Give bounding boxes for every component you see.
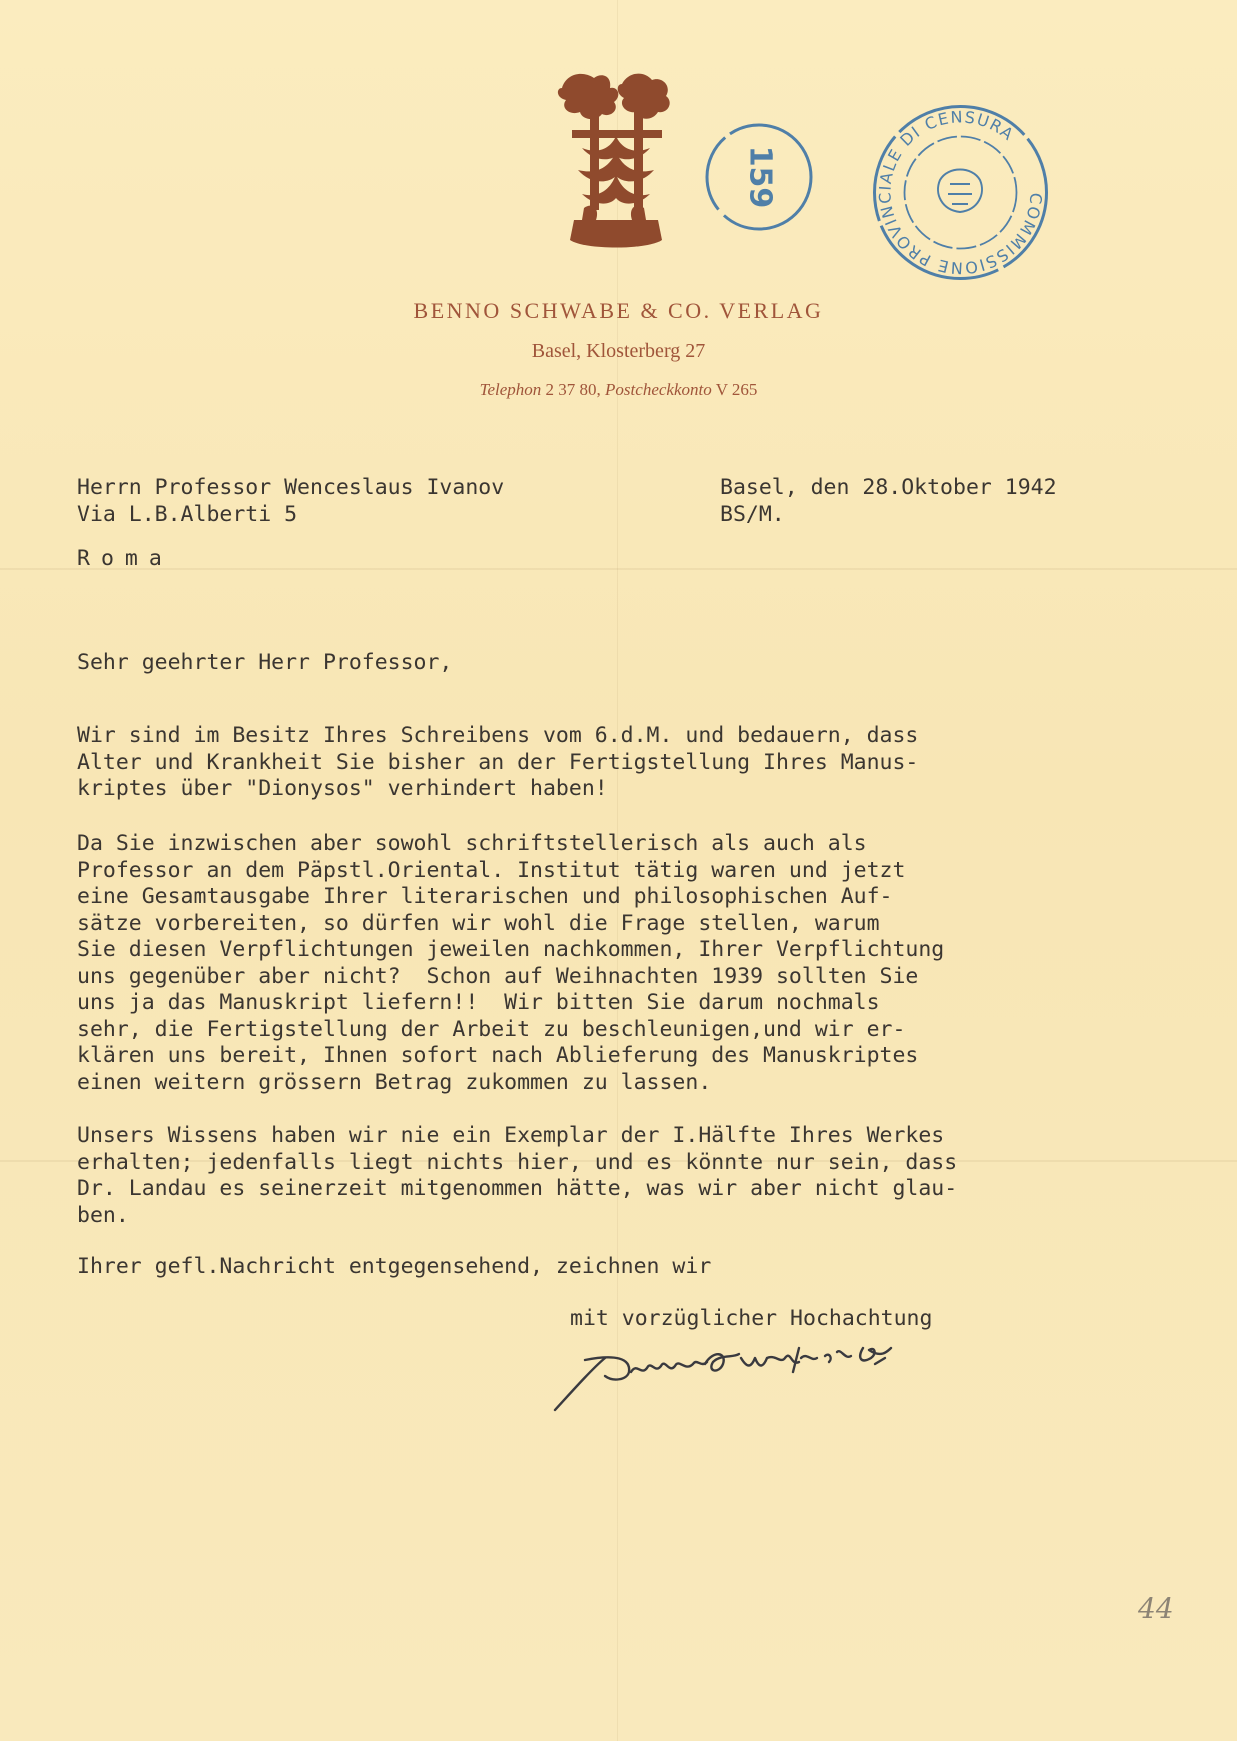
telephone-number: 2 37 80,	[545, 380, 601, 399]
account-label: Postcheckkonto	[605, 380, 712, 399]
body-paragraph: Wir sind im Besitz Ihres Schreibens vom 6.d.M. und bedauern, dass Alter und Krankheit Sie bisher an der Fertigstellung Ihres Manus- kriptes über "Dionysos" verhindert haben!	[77, 723, 919, 801]
recipient-line: Herrn Professor Wenceslaus Ivanov	[77, 475, 505, 500]
date-block	[720, 475, 1057, 528]
body-paragraph: Unsers Wissens haben wir nie ein Exemplar der I.Hälfte Ihres Werkes erhalten; jedenfalls liegt nichts hier, und es könnte nur sein, dass Dr. Landau es seinerzeit mitgenommen hätte, was wir aber nicht glau- ben.	[77, 1123, 958, 1228]
reference-line: BS/M.	[720, 501, 785, 527]
censor-stamp-text: COMMISSIONE PROVINCIALE DI CENSURA	[875, 107, 1046, 278]
company-name: BENNO SCHWABE & CO. VERLAG	[413, 298, 824, 323]
body-paragraph: Ihrer gefl.Nachricht entgegensehend, zeichnen wir	[77, 1254, 712, 1279]
stamp-number: 159	[742, 145, 778, 209]
number-stamp-icon	[700, 118, 818, 236]
archive-number: 44	[1138, 1592, 1174, 1625]
account-number: V 265	[715, 380, 758, 399]
company-contact	[0, 380, 1237, 400]
date-line: Basel, den 28.Oktober 1942	[720, 475, 1057, 500]
recipient-line: Via L.B.Alberti 5	[77, 501, 298, 527]
telephone-label: Telephon	[479, 380, 542, 399]
fold-line	[0, 568, 1237, 570]
company-address: Basel, Klosterberg 27	[531, 340, 706, 362]
body-paragraph: Da Sie inzwischen aber sowohl schriftstellerisch als auch als Professor an dem Päpstl.Oriental. Institut tätig waren und jetzt eine Gesamtausgabe Ihrer literarischen und philosophischen Auf- sätze vorbereiten, so dürfen wir wohl die Frage stellen, warum Sie diesen Verpflichtungen jeweilen nachkommen, Ihrer Verpflichtung uns gegenüber aber nicht? Schon auf Weihnachten 1939 sollten Sie uns ja das Manuskript liefern!! Wir bitten Sie darum nochmals sehr, die Fertigstellung der Arbeit zu beschleunigen,und wir er- klären uns bereit, Ihnen sofort nach Ablieferung des Manuskriptes einen weitern grössern Betrag zukommen zu lassen.	[77, 831, 945, 1095]
recipient-address	[77, 475, 504, 528]
publisher-logo-icon	[552, 70, 677, 255]
recipient-city: Roma	[77, 546, 173, 571]
salutation: Sehr geehrter Herr Professor,	[77, 650, 453, 675]
closing-formula: mit vorzüglicher Hochachtung	[570, 1306, 933, 1331]
censor-stamp-icon	[868, 100, 1053, 285]
handwritten-signature-icon	[545, 1328, 945, 1418]
